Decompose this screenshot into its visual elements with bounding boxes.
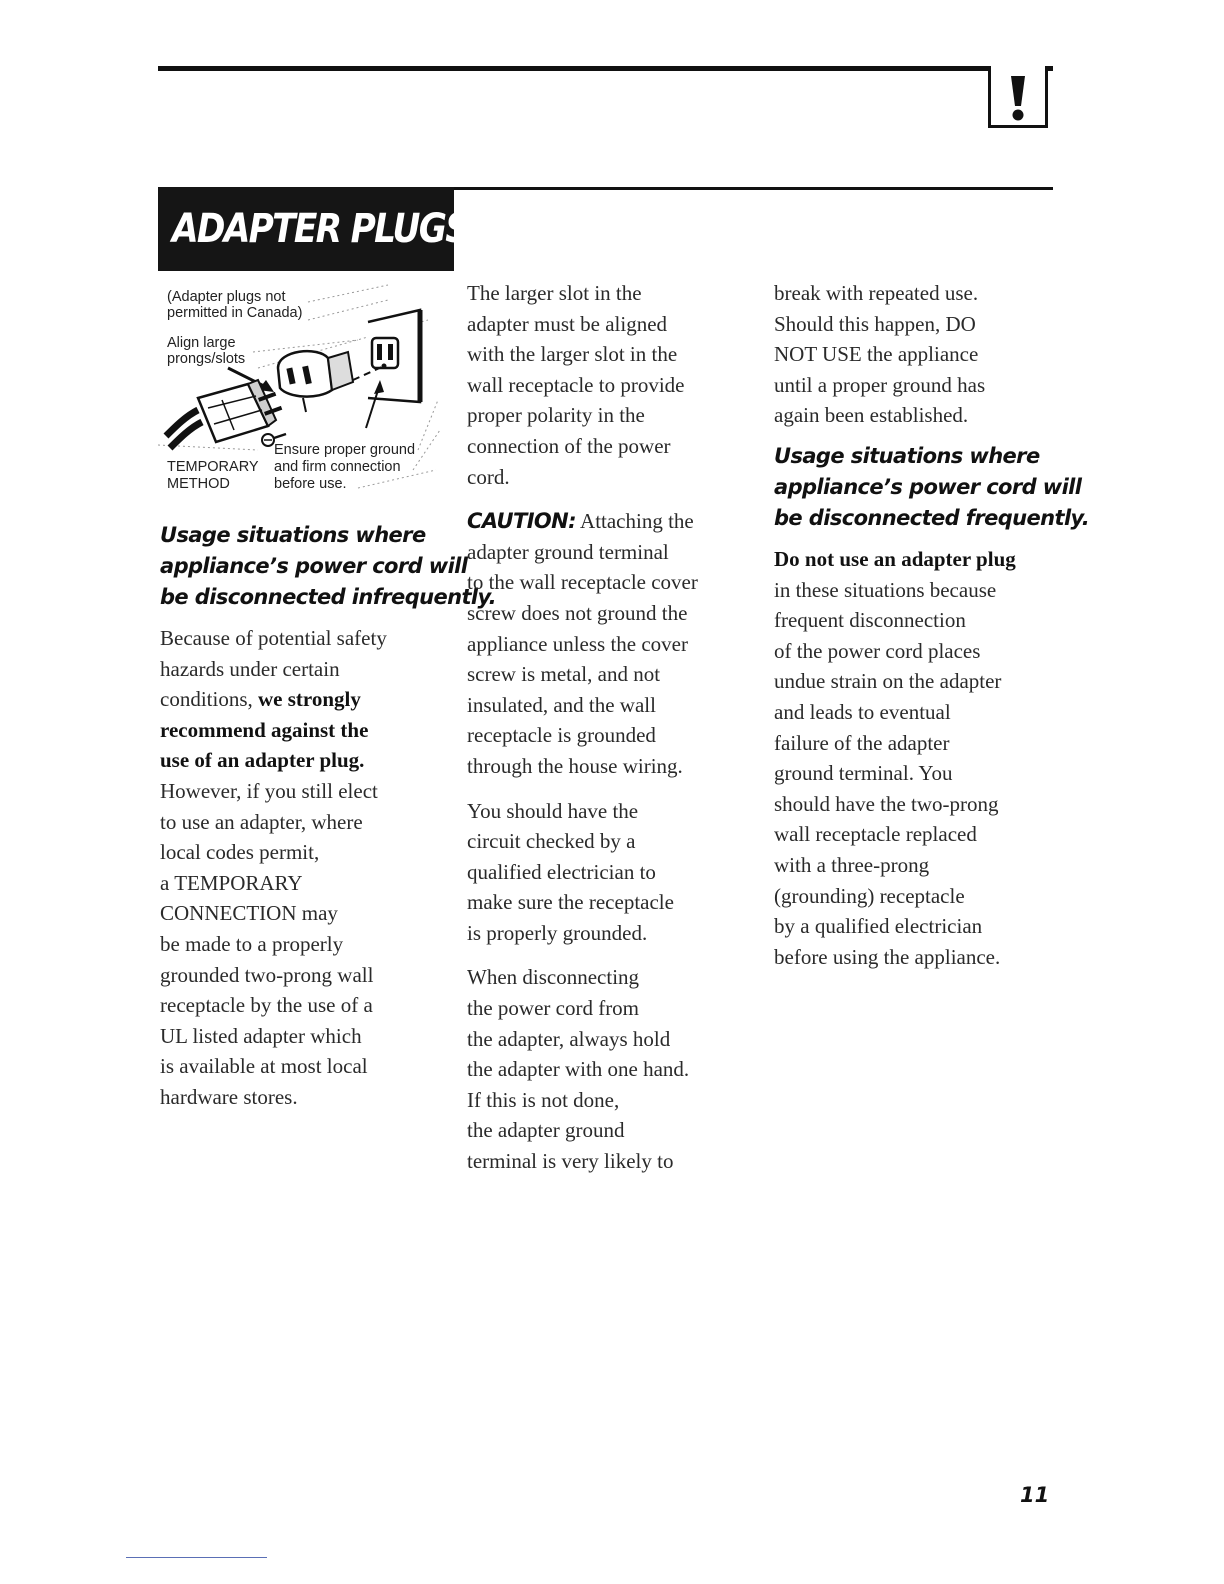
footer-rule [126,1557,267,1558]
page-number: 11 [1020,1483,1050,1507]
col3-body [774,544,1064,972]
col1-emphasis-line: use of an adapter plug. [160,748,365,773]
col1-body-text: conditions, [160,687,253,712]
col1-emphasis-line: recommend against the [160,717,369,742]
column-3 [774,278,1090,972]
col1-body-line: to use an adapter, where [160,809,363,834]
col1-body-line [160,684,450,715]
col3-heading-line: be disconnected frequently. [774,505,1090,530]
col3-line: and leads to eventual [774,699,951,724]
col2-caution-first-line [467,506,757,537]
figure-method-label: METHOD [167,476,230,492]
col1-body-line: hazards under certain [160,656,340,681]
col2-line: with the larger slot in the [467,342,678,367]
col3-line: NOT USE the appliance [774,342,979,367]
col3-line: again been established. [774,403,969,428]
col2-paragraph-caution [467,506,757,781]
col2-line: make sure the receptacle [467,890,674,915]
col1-heading-line: be disconnected infrequently. [160,585,497,609]
col2-paragraph-circuit [467,796,757,949]
col3-line: frequent disconnection [774,608,966,633]
col3-line: should have the two-prong [774,791,999,816]
col1-body-line: local codes permit, [160,840,320,865]
caution-label: CAUTION: [467,509,576,534]
figure-align-line1: Align large [167,335,236,351]
col3-line: ground terminal. You [774,761,953,786]
figure-temporary-label: TEMPORARY [167,459,259,475]
col2-line: adapter ground terminal [467,539,669,564]
col1-body-line: hardware stores. [160,1084,298,1109]
col1-body [160,623,450,1113]
col2-line: screw does not ground the [467,600,688,625]
col3-emphasis-line: Do not use an adapter plug [774,546,1016,571]
col2-line: When disconnecting [467,965,640,990]
col2-line: adapter must be aligned [467,311,668,336]
col3-heading-line: Usage situations where [774,443,1040,468]
col2-line: proper polarity in the [467,403,645,428]
col1-heading-line: Usage situations where [160,523,426,547]
adapter-plug-illustration [158,280,440,500]
col1-body-line: However, if you still elect [160,778,378,803]
figure-ensure-line3: before use. [274,476,347,492]
col1-heading-line: appliance’s power cord will [160,554,468,578]
col2-line: wall receptacle to provide [467,372,685,397]
col2-line: terminal is very likely to [467,1149,674,1174]
col3-line: wall receptacle replaced [774,822,977,847]
col2-line: insulated, and the wall [467,692,656,717]
col1-body-line: CONNECTION may [160,901,338,926]
col2-line: the adapter with one hand. [467,1057,690,1082]
col3-line: failure of the adapter [774,730,950,755]
col3-line: (grounding) receptacle [774,883,965,908]
col3-paragraph-break [774,278,1064,431]
col3-line: with a three-prong [774,852,930,877]
col3-heading-line: appliance’s power cord will [774,474,1082,499]
col2-line: is properly grounded. [467,920,648,945]
col1-body-line: receptacle by the use of a [160,993,373,1018]
figure-ensure-line1: Ensure proper ground [274,442,416,458]
figure-note-line2: permitted in Canada) [167,305,303,321]
col2-line: the adapter ground [467,1118,625,1143]
section-rule [454,187,1053,190]
figure-ensure-line2: and firm connection [274,459,401,475]
col1-body-line: is available at most local [160,1054,368,1079]
col1-body-line: be made to a properly [160,931,344,956]
warning-badge [988,66,1048,128]
col2-line: If this is not done, [467,1087,620,1112]
col2-paragraph-polarity [467,278,757,492]
col3-line: by a qualified electrician [774,914,983,939]
col2-line: appliance unless the cover [467,631,688,656]
col2-line: cord. [467,464,510,489]
exclamation-icon [991,66,1045,125]
col1-heading [160,520,497,613]
col1-body-line: Because of potential safety [160,626,387,650]
col3-line: of the power cord places [774,638,981,663]
col3-heading [774,441,1090,534]
col1-emphasis: we strongly [258,687,361,712]
col3-line: before using the appliance. [774,944,1001,969]
col2-line: connection of the power [467,433,671,458]
column-1 [160,520,497,1113]
col2-line: the power cord from [467,996,640,1021]
col2-line: through the house wiring. [467,753,683,778]
col1-body-line: grounded two-prong wall [160,962,374,987]
col3-line: break with repeated use. [774,281,979,305]
col2-line: receptacle is grounded [467,723,656,748]
col2-line: screw is metal, and not [467,662,661,687]
col1-body-line: a TEMPORARY [160,870,303,895]
col2-line: circuit checked by a [467,829,636,854]
col2-line: the adapter, always hold [467,1026,671,1051]
figure-align-line2: prongs/slots [167,351,246,367]
col3-line: until a proper ground has [774,372,986,397]
col2-caution-text: Attaching the [580,509,694,534]
col2-line: qualified electrician to [467,859,656,884]
col3-line: in these situations because [774,577,997,602]
column-2 [467,278,757,1177]
figure-note-line1: (Adapter plugs not [167,289,286,305]
col2-line: to the wall receptacle cover [467,570,698,595]
col1-body-line: UL listed adapter which [160,1023,362,1048]
col3-line: undue strain on the adapter [774,669,1002,694]
col3-line: Should this happen, DO [774,311,976,336]
top-rule [158,66,1053,71]
section-title: ADAPTER PLUGS [158,187,454,271]
col2-line: The larger slot in the [467,281,642,305]
col2-line: You should have the [467,798,639,823]
col2-paragraph-disconnecting [467,962,757,1176]
